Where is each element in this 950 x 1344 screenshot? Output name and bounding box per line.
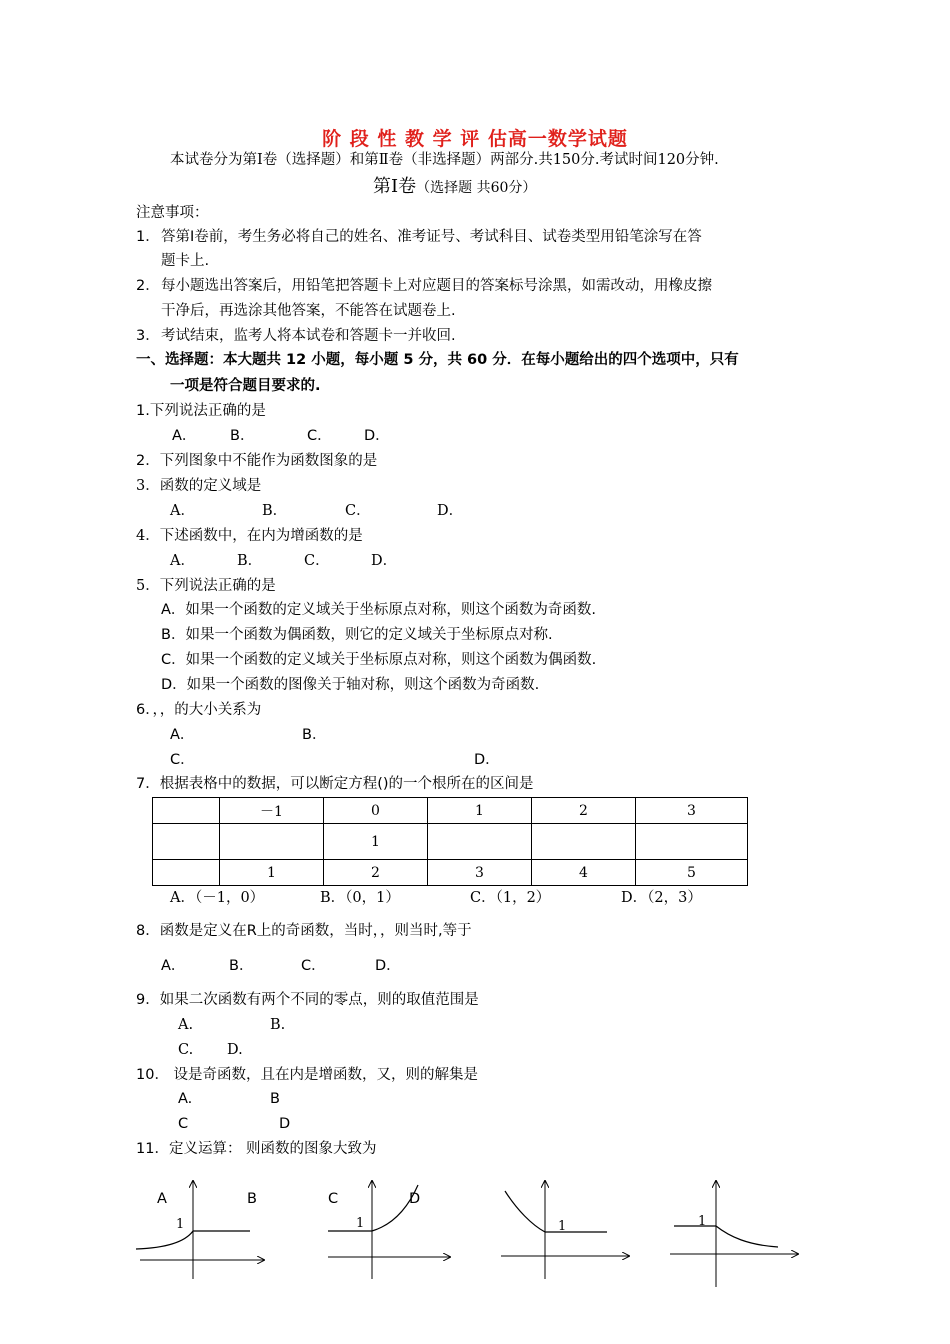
table-cell: 2 [324, 860, 428, 886]
table-cell: －1 [220, 798, 324, 824]
q7-option-a: A．（－1，0） [170, 890, 265, 906]
curve [328, 1185, 421, 1231]
q7-option-d: D．（2，3） [621, 890, 702, 906]
table-cell: 1 [220, 860, 324, 886]
q5-option-b: B．如果一个函数为偶函数，则它的定义域关于坐标原点对称. [161, 627, 553, 643]
q2-stem: 2．下列图象中不能作为函数图象的是 [136, 453, 378, 469]
q8-option-c: C． [301, 958, 326, 974]
q1-option-a: A． [172, 428, 197, 444]
q11-graph-3 [497, 1175, 637, 1287]
q1-option-d: D． [364, 428, 390, 444]
q11-label-d: D [409, 1191, 421, 1207]
q7-option-b: B．（0，1） [320, 890, 400, 906]
q9-option-c: C. [178, 1042, 194, 1058]
q9-option-d: D. [227, 1042, 243, 1058]
table-cell [153, 798, 220, 824]
table-cell: 1 [324, 824, 428, 860]
q3-stem: 3．函数的定义域是 [136, 478, 262, 494]
q8-option-b: B． [229, 958, 254, 974]
q8-stem: 8．函数是定义在R上的奇函数，当时，，则当时,等于 [136, 923, 472, 939]
q11-stem: 11．定义运算： 则函数的图象大致为 [136, 1141, 377, 1157]
table-cell: 3 [428, 860, 532, 886]
q1-option-b: B． [230, 428, 255, 444]
q5-option-c: C．如果一个函数的定义域关于坐标原点对称，则这个函数为偶函数. [161, 652, 597, 668]
q1-stem: 1.下列说法正确的是 [136, 403, 266, 419]
note-2-line1: 每小题选出答案后，用铅笔把答题卡上对应题目的答案标号涂黑，如需改动，用橡皮擦 [161, 278, 712, 294]
q11-graph-c [322, 1175, 462, 1287]
table-cell [532, 824, 636, 860]
table-row [153, 824, 748, 860]
q7-stem: 7．根据表格中的数据，可以断定方程()的一个根所在的区间是 [136, 776, 534, 792]
table-cell [153, 860, 220, 886]
q10-option-c: C [178, 1116, 189, 1132]
table-row [153, 798, 748, 824]
note-1-line1: 答第Ⅰ卷前，考生务必将自己的姓名、准考证号、考试科目、试卷类型用铅笔涂写在答 [161, 229, 702, 245]
table-cell: 1 [428, 798, 532, 824]
q3-option-b: B． [262, 503, 288, 519]
q11-label-a: A [157, 1191, 167, 1207]
q7-data-table [152, 797, 748, 886]
tick-one: 1 [698, 1214, 707, 1229]
q8-option-a: A． [161, 958, 186, 974]
tick-one: 1 [176, 1217, 185, 1232]
q11-graph-4 [668, 1175, 808, 1287]
q9-stem: 9．如果二次函数有两个不同的零点，则的取值范围是 [136, 992, 479, 1008]
table-cell [153, 824, 220, 860]
note-3-line1: 考试结束，监考人将本试卷和答题卡一并收回. [161, 328, 456, 344]
q9-option-a: A. [178, 1017, 194, 1033]
exam-intro: 本试卷分为第Ⅰ卷（选择题）和第Ⅱ卷（非选择题）两部分.共150分.考试时间120分钟. [170, 152, 719, 168]
table-cell: 4 [532, 860, 636, 886]
q5-option-d: D．如果一个函数的图像关于轴对称，则这个函数为奇函数. [161, 677, 540, 693]
q3-option-c: C． [345, 503, 371, 519]
q11-label-c: C [328, 1191, 339, 1207]
exam-title: 阶 段 性 教 学 评 估高一数学试题 [322, 128, 628, 150]
q10-stem: 10． 设是奇函数，且在内是增函数，又，则的解集是 [136, 1067, 479, 1083]
part1-heading [373, 176, 536, 199]
q6-option-b: B． [302, 727, 327, 743]
section1-heading: 一、选择题：本大题共 12 小题，每小题 5 分，共 60 分．在每小题给出的四个选项中，只有 [136, 352, 739, 368]
q6-stem: 6．，，的大小关系为 [136, 702, 262, 718]
q4-option-c: C． [304, 553, 330, 569]
part1-heading-sub: （选择题 共60分） [416, 180, 537, 196]
q11-graph-a [130, 1175, 270, 1287]
tick-one: 1 [558, 1219, 567, 1234]
table-cell [220, 824, 324, 860]
table-cell: 5 [636, 860, 748, 886]
notes-heading: 注意事项： [136, 205, 209, 221]
q5-option-a: A．如果一个函数的定义域关于坐标原点对称，则这个函数为奇函数. [161, 602, 597, 618]
q10-option-b: B [270, 1091, 280, 1107]
table-cell [636, 824, 748, 860]
note-2-num: 2． [136, 278, 160, 294]
q4-option-b: B． [237, 553, 263, 569]
tick-one: 1 [356, 1216, 365, 1231]
part1-heading-text: 第Ⅰ卷 [373, 176, 417, 197]
q9-option-b: B. [270, 1017, 286, 1033]
section1-heading-line2: 一项是符合题目要求的. [170, 378, 321, 394]
table-cell [428, 824, 532, 860]
q11-label-b: B [247, 1191, 257, 1207]
curve [505, 1191, 607, 1232]
note-1-num: 1． [136, 229, 160, 245]
note-3-num: 3． [136, 328, 160, 344]
q4-stem: 4．下述函数中，在内为增函数的是 [136, 528, 363, 544]
q10-option-a: A. [178, 1091, 193, 1107]
note-2-line2: 干净后，再选涂其他答案，不能答在试题卷上. [161, 303, 456, 319]
q3-option-d: D． [437, 503, 464, 519]
q10-option-d: D [279, 1116, 291, 1132]
q5-stem: 5．下列说法正确的是 [136, 578, 276, 594]
q6-option-c: C． [170, 752, 195, 768]
q4-option-a: A． [170, 553, 195, 569]
q6-option-d: D． [474, 752, 500, 768]
table-cell: 0 [324, 798, 428, 824]
q1-option-c: C． [307, 428, 332, 444]
q6-option-a: A． [170, 727, 195, 743]
curve [674, 1226, 778, 1247]
q8-option-d: D． [375, 958, 401, 974]
table-cell: 3 [636, 798, 748, 824]
table-cell: 2 [532, 798, 636, 824]
q3-option-a: A． [170, 503, 195, 519]
q7-option-c: C．（1，2） [470, 890, 551, 906]
table-row [153, 860, 748, 886]
q4-option-d: D． [371, 553, 398, 569]
note-1-line2: 题卡上. [161, 253, 210, 269]
